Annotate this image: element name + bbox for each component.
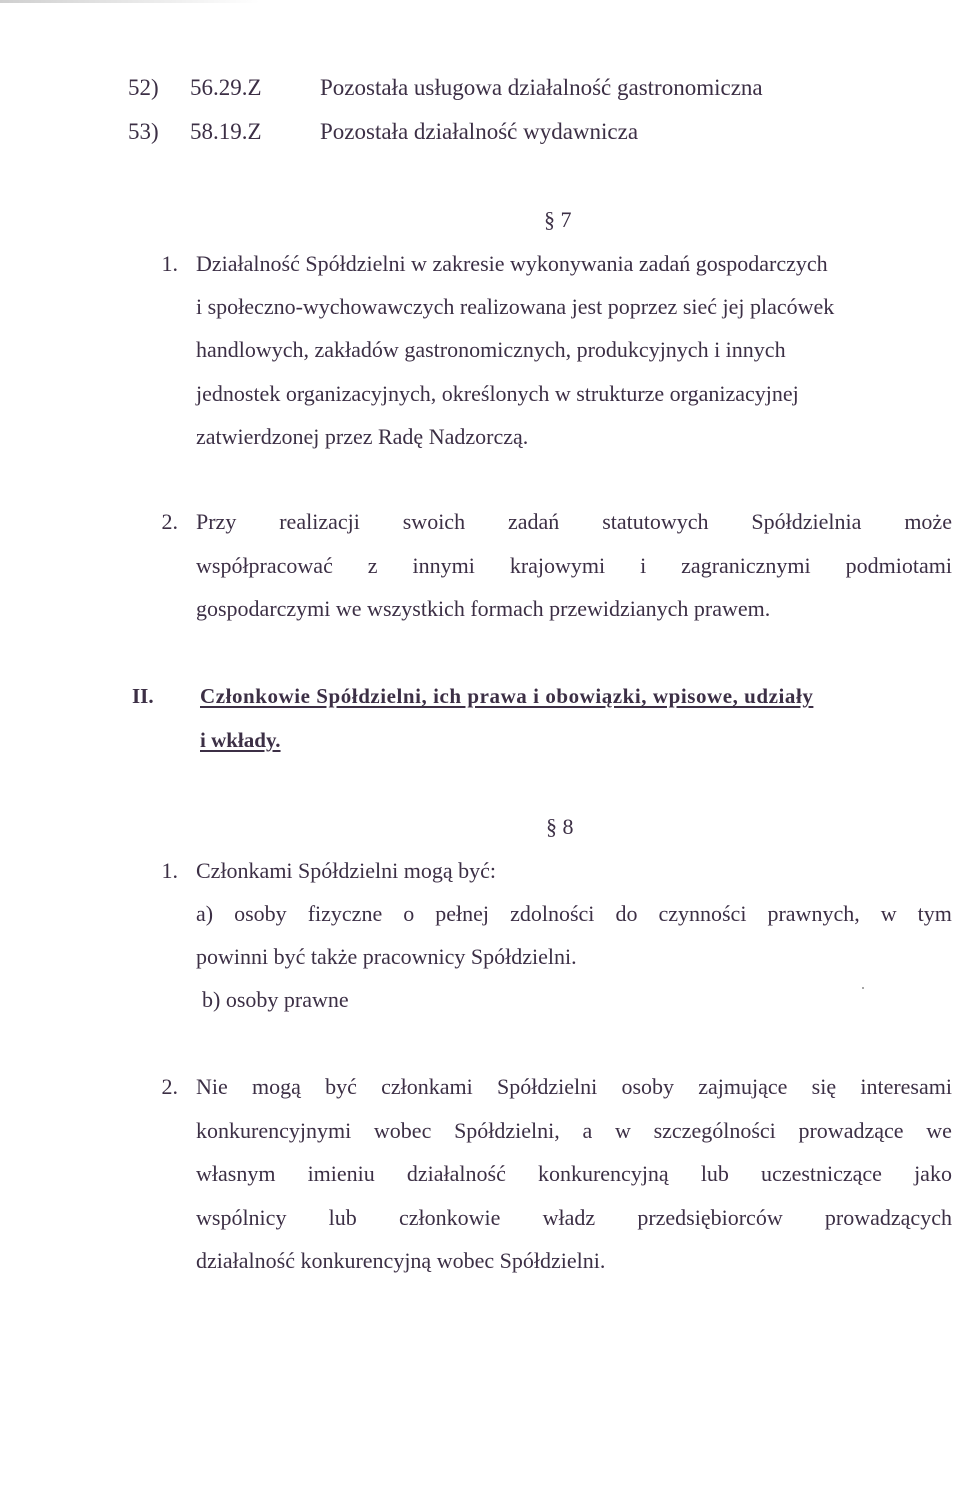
word: Przy bbox=[196, 509, 237, 534]
list-item-number: 53) bbox=[128, 119, 159, 144]
word: działalność bbox=[406, 1161, 506, 1186]
word: fizyczne bbox=[307, 901, 383, 926]
word: zagranicznymi bbox=[681, 553, 811, 578]
word: a bbox=[582, 1118, 593, 1143]
word: Nie bbox=[196, 1074, 228, 1099]
list-item-description: Pozostała działalność wydawnicza bbox=[320, 119, 639, 144]
paragraph-line-justified bbox=[196, 1160, 952, 1188]
word: realizacji bbox=[279, 509, 360, 534]
list-item-code: 56.29.Z bbox=[190, 75, 262, 100]
word: członkowie bbox=[398, 1205, 501, 1230]
word: wobec bbox=[373, 1118, 432, 1143]
word: prowadzące bbox=[798, 1118, 904, 1143]
word: może bbox=[904, 509, 952, 534]
word: pełnej bbox=[435, 901, 490, 926]
word: z bbox=[367, 553, 378, 578]
paragraph-line: działalność konkurencyjną wobec Spółdzielni. bbox=[196, 1248, 606, 1273]
paragraph-line: zatwierdzonej przez Radę Nadzorczą. bbox=[196, 424, 529, 449]
word: krajowymi bbox=[509, 553, 606, 578]
paragraph-line: handlowych, zakładów gastronomicznych, produkcyjnych i innych bbox=[196, 337, 786, 362]
word: konkurencyjnymi bbox=[196, 1118, 352, 1143]
word: a) bbox=[196, 901, 214, 926]
word: osoby bbox=[234, 901, 287, 926]
word: statutowych bbox=[602, 509, 709, 534]
word: być bbox=[325, 1074, 357, 1099]
word: członkami bbox=[381, 1074, 473, 1099]
word: swoich bbox=[402, 509, 466, 534]
word: przedsiębiorców bbox=[637, 1205, 783, 1230]
word: lub bbox=[700, 1161, 729, 1186]
paragraph-line-justified bbox=[196, 552, 952, 580]
word: współpracować bbox=[196, 553, 333, 578]
word: Spółdzielni, bbox=[454, 1118, 560, 1143]
word: osoby bbox=[621, 1074, 675, 1099]
word: wspólnicy bbox=[196, 1205, 287, 1230]
word: zdolności bbox=[510, 901, 595, 926]
word: w bbox=[880, 901, 897, 926]
list-item-code: 58.19.Z bbox=[190, 119, 262, 144]
word: zajmujące bbox=[698, 1074, 788, 1099]
paragraph-line: Działalność Spółdzielni w zakresie wykonywania zadań gospodarczych bbox=[196, 251, 828, 276]
word: do bbox=[615, 901, 638, 926]
word: prawnych, bbox=[767, 901, 860, 926]
word: i bbox=[640, 553, 647, 578]
paragraph-number: 1. bbox=[161, 858, 178, 883]
word: własnym bbox=[196, 1161, 276, 1186]
paragraph-number: 2. bbox=[161, 509, 178, 534]
paragraph-line: gospodarczymi we wszystkich formach przewidzianych prawem. bbox=[196, 596, 771, 621]
chapter-heading-line1 bbox=[200, 682, 952, 710]
word: mogą bbox=[252, 1074, 301, 1099]
word: o bbox=[403, 901, 415, 926]
word: konkurencyjną bbox=[537, 1161, 669, 1186]
paragraph-line: Członkami Spółdzielni mogą być: bbox=[196, 858, 497, 883]
paragraph-line-justified bbox=[196, 900, 952, 928]
list-item-description: Pozostała usługowa działalność gastronomiczna bbox=[320, 75, 763, 100]
word: interesami bbox=[860, 1074, 952, 1099]
paragraph-line-justified bbox=[196, 1073, 952, 1101]
word: we bbox=[926, 1118, 952, 1143]
word: szczególności bbox=[653, 1118, 776, 1143]
scan-speck bbox=[862, 987, 864, 989]
list-item-number: 52) bbox=[128, 75, 159, 100]
section-7-title: § 7 bbox=[544, 207, 572, 232]
chapter-heading-text: Członkowie Spółdzielni, ich prawa i obowiązki, wpisowe, udziały bbox=[200, 684, 814, 708]
word: lub bbox=[328, 1205, 357, 1230]
chapter-numeral: II. bbox=[132, 684, 154, 708]
word: zadań bbox=[507, 509, 560, 534]
paragraph-line: jednostek organizacyjnych, określonych w strukturze organizacyjnej bbox=[196, 381, 799, 406]
word: imieniu bbox=[307, 1161, 375, 1186]
paragraph-line-justified bbox=[196, 1204, 952, 1232]
word: innymi bbox=[412, 553, 475, 578]
word: podmiotami bbox=[845, 553, 952, 578]
word: tym bbox=[917, 901, 952, 926]
paragraph-line: i społeczno-wychowawczych realizowana jest poprzez sieć jej placówek bbox=[196, 294, 835, 319]
paragraph-line-justified bbox=[196, 1117, 952, 1145]
word: Spółdzielni bbox=[497, 1074, 598, 1099]
paragraph-number: 2. bbox=[161, 1074, 178, 1099]
word: czynności bbox=[658, 901, 747, 926]
scan-edge-mark bbox=[0, 0, 260, 3]
word: Spółdzielnia bbox=[751, 509, 862, 534]
word: w bbox=[614, 1118, 631, 1143]
word: jako bbox=[914, 1161, 952, 1186]
word: prowadzących bbox=[824, 1205, 952, 1230]
section-8-title: § 8 bbox=[546, 814, 574, 839]
chapter-heading-line2: i wkłady. bbox=[200, 728, 281, 752]
word: władz bbox=[542, 1205, 596, 1230]
paragraph-number: 1. bbox=[161, 251, 178, 276]
word: się bbox=[811, 1074, 837, 1099]
word: uczestniczące bbox=[761, 1161, 882, 1186]
paragraph-line: b) osoby prawne bbox=[202, 987, 349, 1012]
paragraph-line: powinni być także pracownicy Spółdzielni. bbox=[196, 944, 577, 969]
paragraph-line-justified bbox=[196, 508, 952, 536]
